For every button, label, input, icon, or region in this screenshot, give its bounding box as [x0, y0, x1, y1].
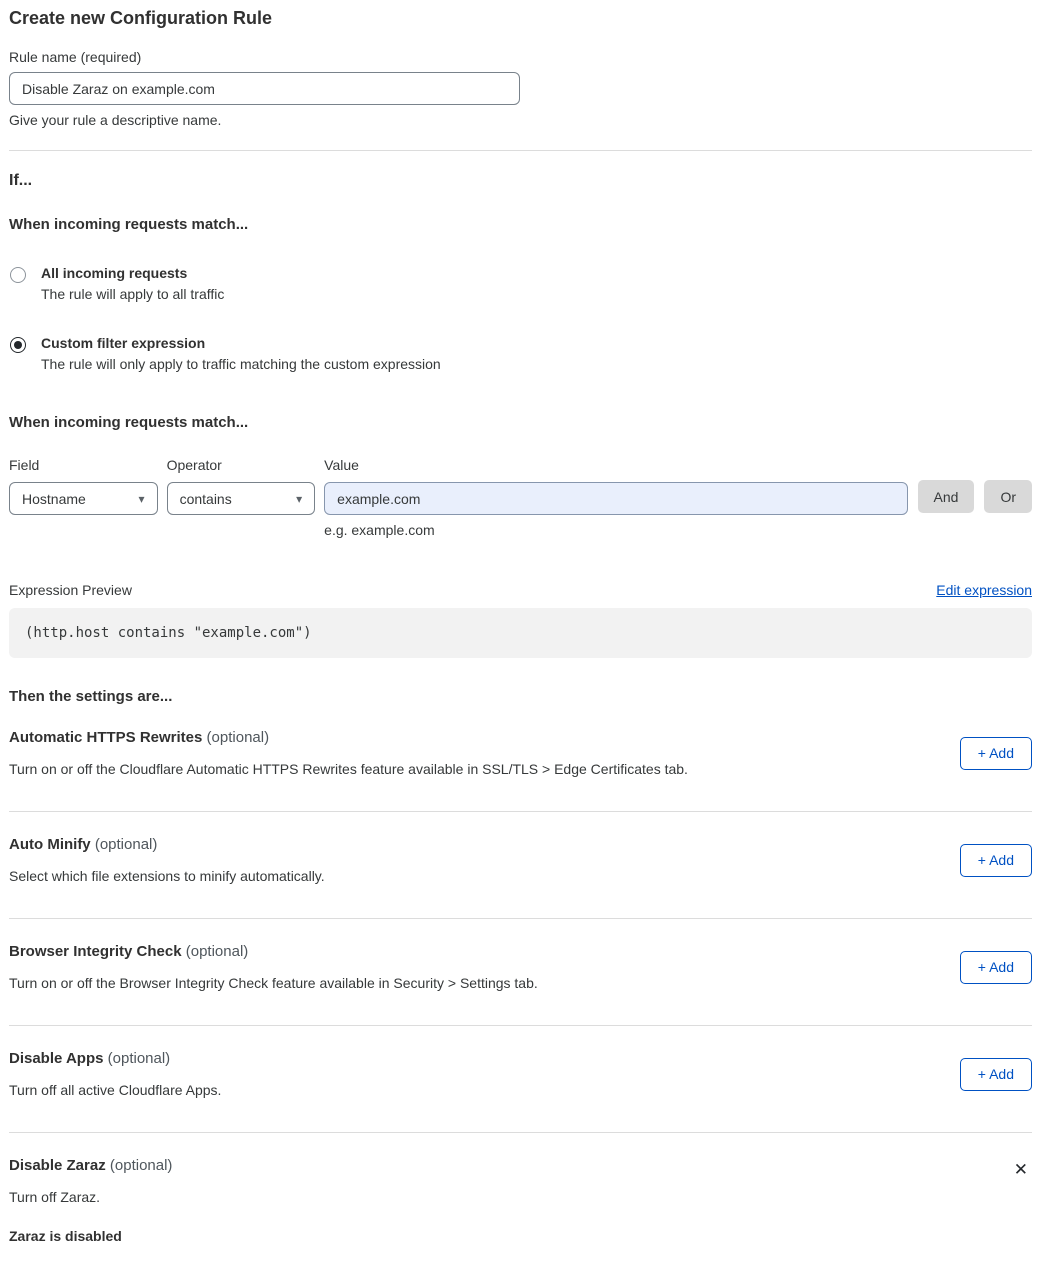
setting-description: Turn on or off the Cloudflare Automatic HTTPS Rewrites feature available in SSL/TLS > Edge Certificates tab.: [9, 761, 688, 777]
setting-description: Turn off Zaraz.: [9, 1189, 101, 1205]
expression-preview-label: Expression Preview: [9, 582, 132, 598]
rule-name-label: Rule name (required): [9, 49, 142, 65]
radio-label: All incoming requests: [41, 265, 188, 281]
rule-name-help: Give your rule a descriptive name.: [9, 112, 222, 128]
setting-description: Turn on or off the Browser Integrity Check feature available in Security > Settings tab.: [9, 975, 538, 991]
field-select[interactable]: [9, 482, 158, 515]
value-input[interactable]: [324, 482, 907, 515]
if-heading: If...: [9, 172, 33, 189]
rule-name-input[interactable]: [9, 72, 520, 105]
optional-tag: (optional): [185, 943, 249, 960]
expression-builder-row: [9, 457, 1032, 538]
match-type-radio-group: [9, 265, 1032, 372]
and-button[interactable]: And: [918, 480, 975, 513]
radio-option-custom-filter-expression[interactable]: [9, 335, 1032, 372]
close-icon[interactable]: ✕: [1010, 1159, 1032, 1180]
setting-title: Automatic HTTPS Rewrites (optional): [9, 729, 270, 746]
radio-unselected-icon[interactable]: [10, 267, 26, 283]
value-label: Value: [324, 457, 359, 473]
operator-label: Operator: [166, 457, 222, 473]
value-help: e.g. example.com: [324, 522, 435, 538]
rule-name-group: [9, 49, 1032, 128]
or-button[interactable]: Or: [984, 480, 1032, 513]
radio-description: The rule will only apply to traffic matching the custom expression: [41, 356, 441, 372]
section-divider: [9, 150, 1032, 151]
zaraz-status-text: Zaraz is disabled: [9, 1228, 122, 1244]
optional-tag: (optional): [109, 1157, 173, 1174]
setting-title: Disable Zaraz (optional): [9, 1157, 173, 1174]
setting-description: Turn off all active Cloudflare Apps.: [9, 1082, 222, 1098]
expression-preview-code: (http.host contains "example.com"): [9, 608, 1032, 658]
page-title: Create new Configuration Rule: [9, 8, 273, 28]
add-auto-minify-button[interactable]: + Add: [960, 844, 1032, 877]
chevron-down-icon: ▾: [296, 491, 303, 506]
radio-selected-icon[interactable]: [10, 337, 26, 353]
setting-row-browser-integrity-check: [9, 919, 1032, 1026]
setting-row-disable-apps: [9, 1026, 1032, 1133]
optional-tag: (optional): [206, 729, 270, 746]
setting-row-disable-zaraz: [9, 1133, 1032, 1244]
radio-option-all-incoming-requests[interactable]: [9, 265, 1032, 302]
conjunction-buttons: [918, 457, 1032, 513]
expression-builder-heading: When incoming requests match...: [9, 414, 249, 431]
edit-expression-link[interactable]: Edit expression: [936, 582, 1032, 598]
radio-description: The rule will apply to all traffic: [41, 286, 225, 302]
match-type-heading: When incoming requests match...: [9, 216, 249, 233]
setting-title: Auto Minify (optional): [9, 836, 158, 853]
settings-heading: Then the settings are...: [9, 688, 173, 705]
add-browser-integrity-check-button[interactable]: + Add: [960, 951, 1032, 984]
setting-description: Select which file extensions to minify automatically.: [9, 868, 325, 884]
chevron-down-icon: ▾: [138, 491, 145, 506]
expression-preview-header: [9, 582, 1032, 598]
radio-label: Custom filter expression: [41, 335, 206, 351]
optional-tag: (optional): [94, 836, 158, 853]
field-label: Field: [9, 457, 40, 473]
field-select-value: Hostname: [22, 490, 86, 507]
operator-select-value: contains: [179, 490, 232, 507]
setting-title: Disable Apps (optional): [9, 1050, 171, 1067]
setting-row-automatic-https-rewrites: [9, 705, 1032, 812]
setting-row-auto-minify: [9, 812, 1032, 919]
optional-tag: (optional): [107, 1050, 171, 1067]
setting-title: Browser Integrity Check (optional): [9, 943, 249, 960]
add-disable-apps-button[interactable]: + Add: [960, 1058, 1032, 1091]
add-automatic-https-rewrites-button[interactable]: + Add: [960, 737, 1032, 770]
operator-select[interactable]: [167, 482, 316, 515]
